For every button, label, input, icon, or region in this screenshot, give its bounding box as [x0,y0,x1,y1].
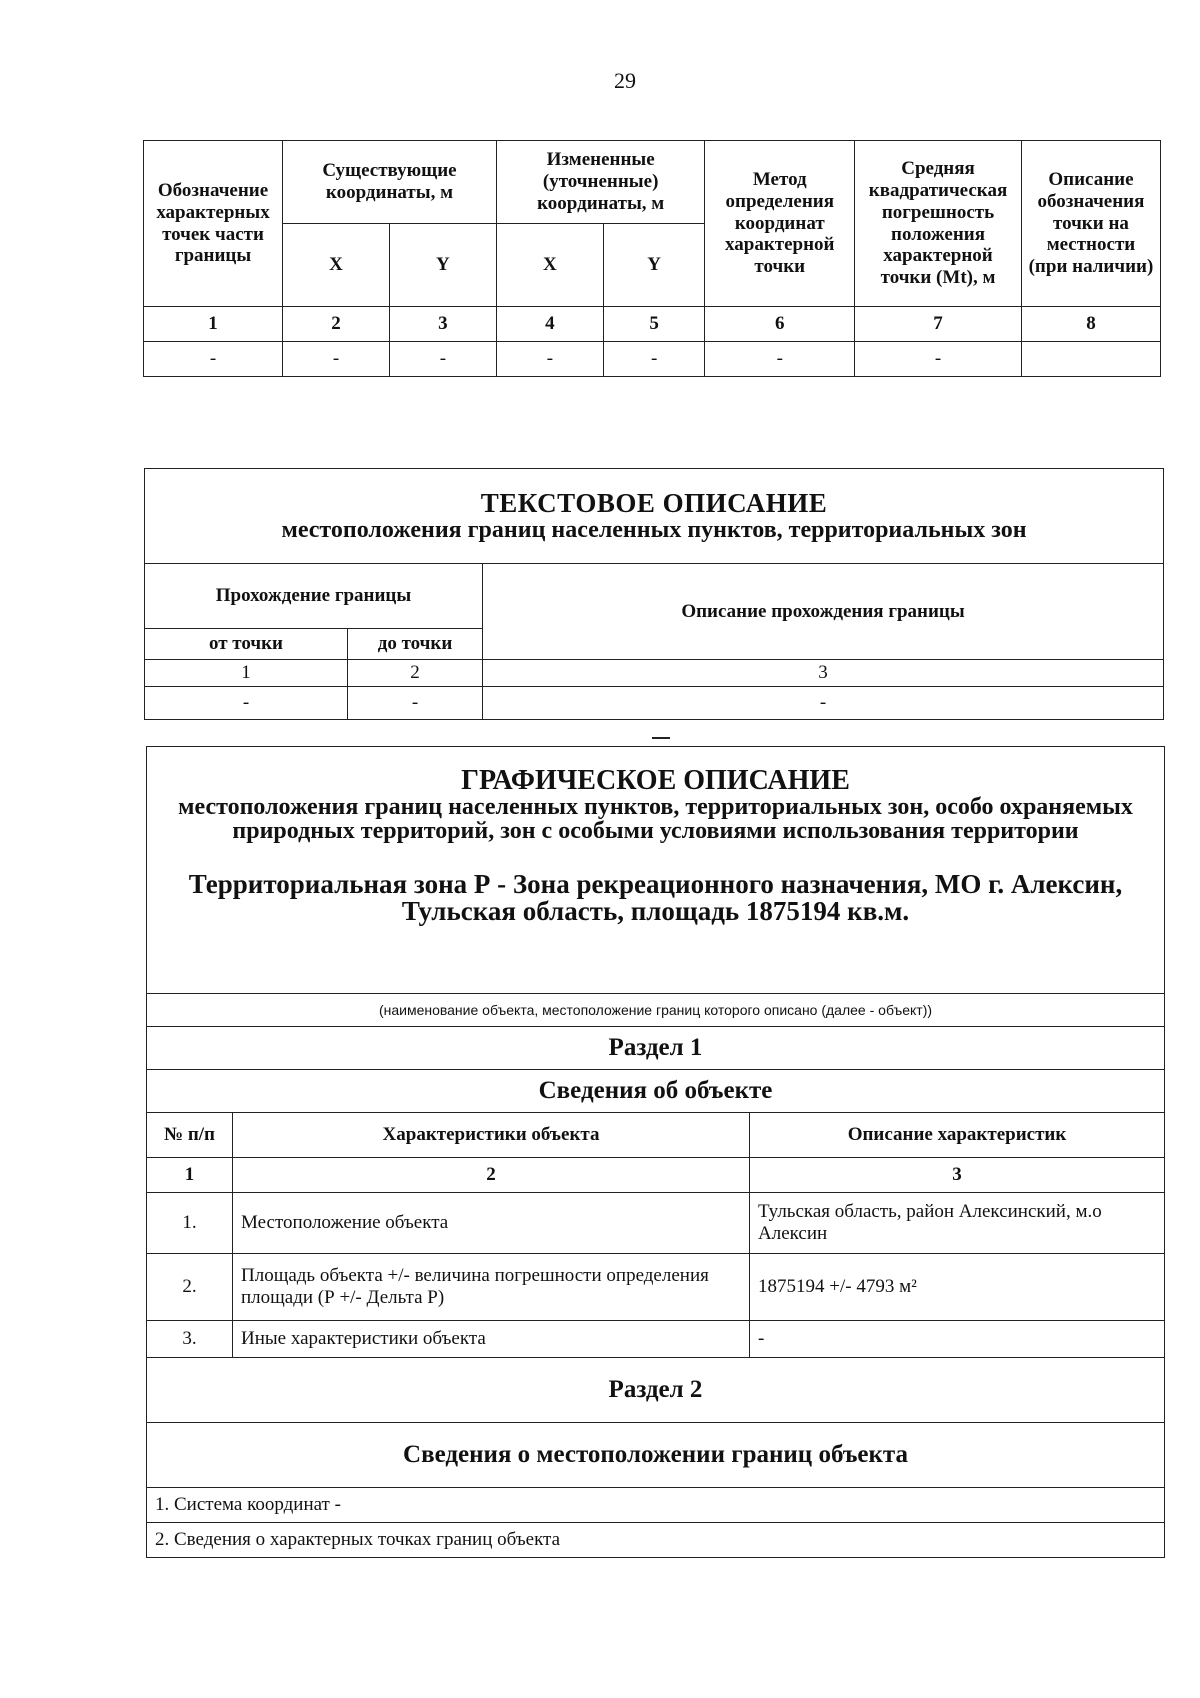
divider [652,737,670,739]
column-number: 3 [483,660,1164,687]
column-number: 1 [147,1158,233,1193]
zone-name-line: Тульская область, площадь 1875194 кв.м. [401,896,910,926]
section-2-title: Сведения о местоположении границ объекта [147,1423,1165,1488]
characteristic-name: Иные характеристики объекта [233,1321,750,1358]
column-number: 6 [705,307,855,342]
table-cell: - [496,342,603,377]
table-cell: - [389,342,496,377]
zone-name [153,871,1158,925]
section-2-label: Раздел 2 [147,1358,1165,1423]
header-existing-coords: Существующие координаты, м [283,141,497,224]
header-boundary-description: Описание прохождения границы [483,564,1164,660]
column-number: 2 [283,307,390,342]
table-row [147,1193,1165,1254]
header-changed-coords: Измененные (уточненные) координаты, м [496,141,705,224]
graphic-description-table [146,746,1165,1558]
table-row [144,342,1161,377]
section-heading: ТЕКСТОВОЕ ОПИСАНИЕ [480,488,828,519]
section-1-label: Раздел 1 [147,1027,1165,1070]
table-cell: - [348,687,483,720]
header-x-existing: X [283,224,390,307]
row-index: 1. [147,1193,233,1254]
table-cell: - [603,342,705,377]
header-description: Описание обозначения точки на местности (при наличии) [1021,141,1160,307]
header-y-existing: Y [389,224,496,307]
column-number: 8 [1021,307,1160,342]
text-description-title [145,469,1164,564]
table-cell: - [855,342,1022,377]
characteristic-name: Площадь объекта +/- величина погрешности определения площади (Р +/- Дельта Р) [233,1254,750,1321]
table-cell: - [144,342,283,377]
table-cell: - [283,342,390,377]
section-subheading: местоположения границ населенных пунктов, территориальных зон, особо охраняемых природных территорий, зон с особыми условиями использования территории [178,794,1133,844]
row-index: 3. [147,1321,233,1358]
column-number: 2 [233,1158,750,1193]
coordinate-system-note: 1. Система координат - [147,1488,1165,1523]
column-number: 7 [855,307,1022,342]
section-1-title: Сведения об объекте [147,1070,1165,1113]
header-characteristics-description: Описание характеристик [750,1113,1165,1158]
characteristic-value: 1875194 +/- 4793 м² [750,1254,1165,1321]
table-row [145,687,1164,720]
characteristic-value: - [750,1321,1165,1358]
row-index: 2. [147,1254,233,1321]
header-boundary-pass: Прохождение границы [145,564,483,629]
column-number: 2 [348,660,483,687]
header-method: Метод определения координат характерной точки [705,141,855,307]
header-from-point: от точки [145,629,348,660]
table-row [147,1321,1165,1358]
column-number: 3 [389,307,496,342]
boundary-points-note: 2. Сведения о характерных точках границ объекта [147,1523,1165,1558]
table-cell: - [145,687,348,720]
table-row [147,1254,1165,1321]
column-number: 1 [145,660,348,687]
column-number: 4 [496,307,603,342]
page-number: 29 [614,68,636,93]
table-row [144,307,1161,342]
table-row [145,660,1164,687]
column-number: 1 [144,307,283,342]
table-cell [1021,342,1160,377]
header-y-changed: Y [603,224,705,307]
characteristic-name: Местоположение объекта [233,1193,750,1254]
header-x-changed: X [496,224,603,307]
object-caption: (наименование объекта, местоположение границ которого описано (далее - объект)) [147,994,1165,1027]
table-cell: - [483,687,1164,720]
characteristic-value: Тульская область, район Алексинский, м.о Алексин [750,1193,1165,1254]
section-heading: ГРАФИЧЕСКОЕ ОПИСАНИЕ [461,765,850,796]
graphic-description-title [147,747,1165,994]
header-to-point: до точки [348,629,483,660]
header-number: № п/п [147,1113,233,1158]
table-cell: - [705,342,855,377]
table-row [147,1158,1165,1193]
header-characteristics: Характеристики объекта [233,1113,750,1158]
text-description-table [144,468,1164,720]
header-error: Средняя квадратическая погрешность положения характерной точки (Mt), м [855,141,1022,307]
column-number: 5 [603,307,705,342]
header-point-designation: Обозначение характерных точек части границы [144,141,283,307]
column-number: 3 [750,1158,1165,1193]
zone-name-line: Территориальная зона Р - Зона рекреационного назначения, МО г. Алексин, [188,869,1123,899]
section-subheading: местоположения границ населенных пунктов, территориальных зон [281,516,1027,543]
coordinates-table [143,140,1161,377]
